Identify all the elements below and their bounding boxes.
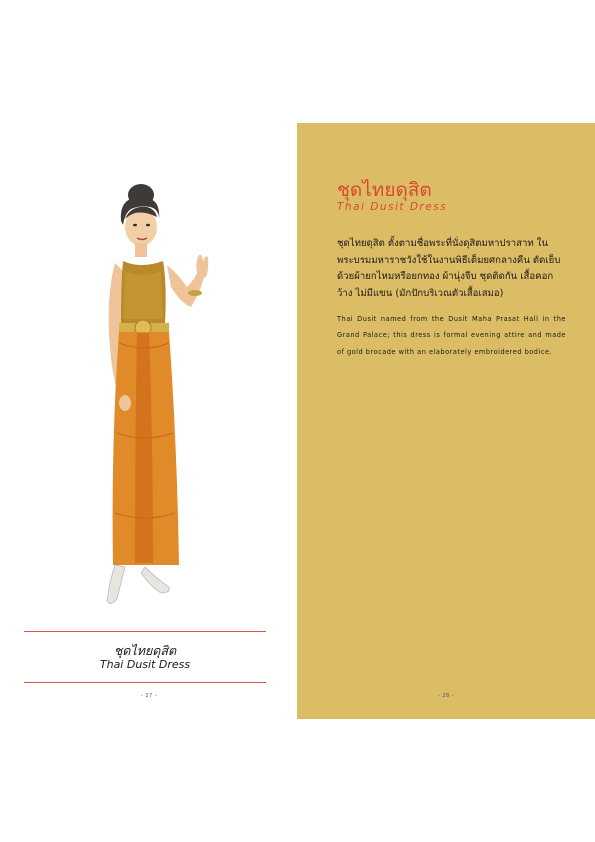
right-page-panel bbox=[297, 123, 595, 719]
caption-top-rule bbox=[24, 631, 266, 632]
caption-english: Thai Dusit Dress bbox=[99, 658, 191, 671]
thai-dusit-dress-illustration bbox=[95, 183, 225, 613]
body-text-thai: ชุดไทยดุสิต ตั้งตามชื่อพระที่นั่งดุสิตมหาปราสาท ในพระบรมมหาราชวังใช้ในงานพิธีเต็มยศกลางคืน ตัดเย็บด้วยผ้ายกไหมหรือยกทอง ผ้านุ่งจีบ ชุดติดกัน เสื้อคอกว้าง ไม่มีแขน (มักปักบริเวณตัวเสื้อเสมอ) bbox=[337, 238, 561, 299]
caption-thai: ชุดไทยดุสิต bbox=[113, 643, 177, 658]
body-text-english: Thai Dusit named from the Dusit Maha Prasat Hall in the Grand Palace; this dress is formal evening attire and made of gold brocade with an elaborately embroidered bodice. bbox=[337, 315, 566, 356]
page-number-left: - 27 - bbox=[140, 693, 158, 699]
left-page bbox=[0, 0, 297, 842]
caption-bottom-rule bbox=[24, 682, 266, 683]
title-english: Thai Dusit Dress bbox=[337, 201, 448, 213]
page-number-right: - 28 - bbox=[437, 693, 455, 699]
title-thai: ชุดไทยดุสิต bbox=[337, 179, 432, 201]
